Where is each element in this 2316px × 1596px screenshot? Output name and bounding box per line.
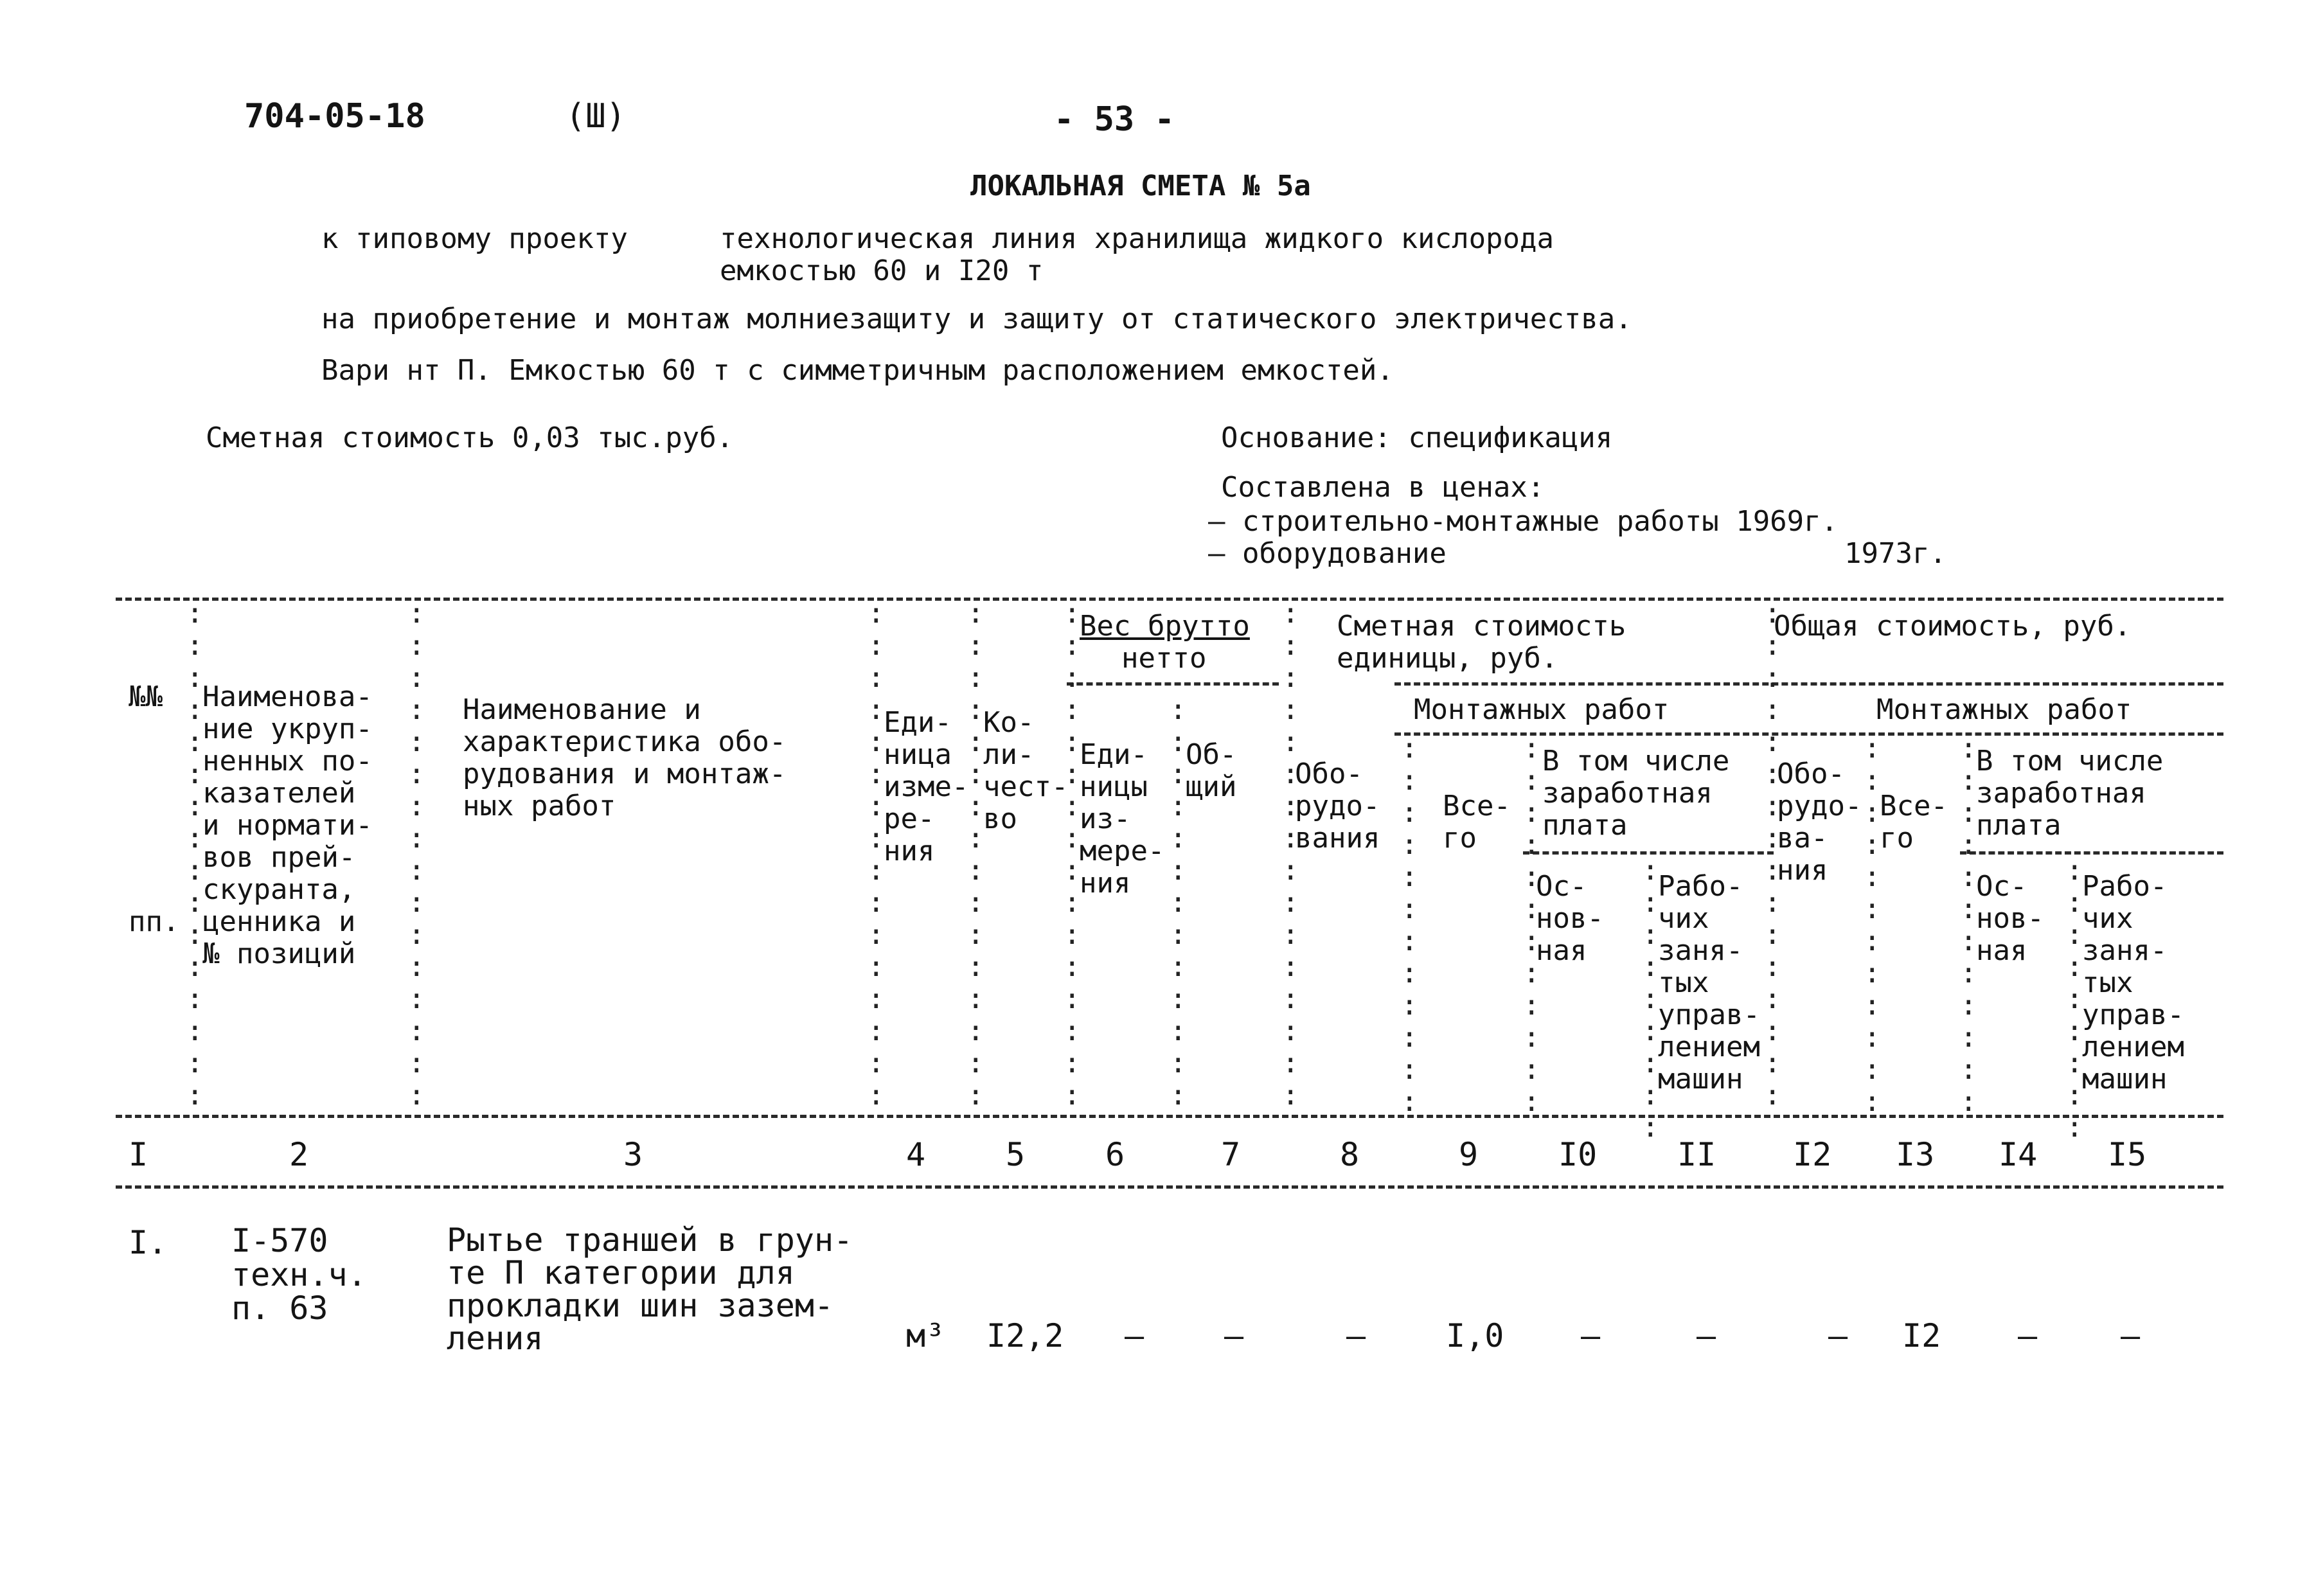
col-sep-11: : : : : : : : : : : : : : : : : (1764, 597, 1781, 1112)
col-sep-10: : : : : : : : : : (1642, 854, 1659, 1144)
row-unit-wage-machine: – (1697, 1317, 1716, 1354)
colnum-12: I2 (1793, 1136, 1832, 1173)
prices-title: Составлена в ценах: (1221, 471, 1545, 504)
prices-construction: – строительно-монтажные работы 1969г. (1208, 505, 1839, 538)
row-total-mont: I2 (1902, 1317, 1941, 1354)
project-name-line2: емкостью 60 и I20 т (720, 254, 1044, 287)
header-col-4: Еди- ница изме- ре- ния (884, 706, 969, 867)
project-label: к типовому проекту (321, 222, 628, 255)
header-col-5: Ко- ли- чест- во (983, 706, 1069, 835)
col-sep-6: : : : : : : : : : : : : : (1170, 693, 1187, 1112)
page-number: - 53 - (1054, 100, 1175, 139)
header-col-9: Все- го (1443, 790, 1511, 855)
header-mont-unit: Монтажных работ (1414, 693, 1670, 726)
colnum-3: 3 (623, 1136, 643, 1173)
col-sep-4: : : : : : : : : : : : : : : : : (967, 597, 984, 1112)
colnum-5: 5 (1006, 1136, 1026, 1173)
col-sep-1: : : : : : : : : : : : : : : : : (186, 597, 204, 1112)
row-number: I. (129, 1224, 168, 1261)
header-unit-cost: Сметная стоимость единицы, руб. (1337, 610, 1626, 675)
row-total-wage-basic: – (2018, 1317, 2038, 1354)
header-bottom-rule (116, 1115, 2223, 1118)
colnum-8: 8 (1340, 1136, 1360, 1173)
header-rule-incl-total (1960, 851, 2223, 855)
header-col-14: Ос- нов- ная (1976, 870, 2044, 967)
header-col-11: Рабо- чих заня- тых управ- лением машин (1658, 870, 1760, 1095)
header-incl-total: В том числе заработная плата (1976, 745, 2164, 842)
row-unit-wage-basic: – (1581, 1317, 1601, 1354)
document-code: 704-05-18 (244, 97, 425, 136)
row-unit-equipment: – (1346, 1317, 1366, 1354)
prices-equipment-year: 1973г. (1844, 537, 1946, 570)
col-sep-3: : : : : : : : : : : : : : : : : (868, 597, 885, 1112)
section-mark: (Ш) (566, 97, 626, 136)
colnum-13: I3 (1896, 1136, 1935, 1173)
row-unit-mont-total: I,0 (1446, 1317, 1504, 1354)
header-col-7: Об- щий (1186, 738, 1237, 803)
estimated-cost: Сметная стоимость 0,03 тыс.руб. (206, 421, 734, 454)
col-sep-9: : : : : : : : : : : : : (1523, 732, 1540, 1118)
header-incl-unit: В том числе заработная плата (1542, 745, 1730, 842)
row-weight-total: – (1224, 1317, 1244, 1354)
row-total-wage-machine: – (2121, 1317, 2141, 1354)
col-sep-5: : : : : : : : : : : : : : : : : (1064, 597, 1081, 1112)
col-sep-8: : : : : : : : : : : : : (1401, 732, 1418, 1118)
row-name: Рытье траншей в грун- те П категории для прокладки шин зазем- ления (447, 1221, 853, 1357)
header-col-2: Наименова- ние укруп- ненных по- казателей и нормати- вов прей- скуранта, ценника и № позиций (202, 680, 373, 970)
header-rule-mont-sub (1394, 732, 2223, 736)
colnum-9: 9 (1459, 1136, 1479, 1173)
header-weight-net: нетто (1121, 642, 1207, 675)
colnum-2: 2 (289, 1136, 309, 1173)
basis: Основание: спецификация (1221, 421, 1613, 454)
prices-equipment-label: – оборудование (1208, 537, 1447, 570)
colnum-1: I (129, 1136, 148, 1173)
header-col-1: №№ пп. (129, 680, 180, 938)
colnum-11: II (1677, 1136, 1716, 1173)
header-col-10: Ос- нов- ная (1536, 870, 1604, 967)
header-col-3: Наименование и характеристика обо- рудования и монтаж- ных работ (463, 693, 787, 822)
col-sep-14: : : : : : : : : : (2066, 854, 2083, 1144)
header-col-8: Обо- рудо- вания (1295, 758, 1380, 855)
numbers-bottom-rule (116, 1185, 2223, 1189)
col-sep-2: : : : : : : : : : : : : : : : : (408, 597, 425, 1112)
header-col-15: Рабо- чих заня- тых управ- лением машин (2082, 870, 2184, 1095)
colnum-10: I0 (1558, 1136, 1598, 1173)
header-col-6: Еди- ницы из- мере- ния (1080, 738, 1165, 900)
header-col-13: Все- го (1880, 790, 1948, 855)
colnum-15: I5 (2108, 1136, 2147, 1173)
estimate-heading: ЛОКАЛЬНАЯ СМЕТА № 5а (970, 170, 1311, 202)
header-weight-gross: Вес брутто (1080, 610, 1250, 643)
colnum-6: 6 (1105, 1136, 1125, 1173)
row-total-equipment: – (1828, 1317, 1848, 1354)
col-sep-7: : : : : : : : : : : : : : : : : (1282, 597, 1299, 1112)
col-sep-12: : : : : : : : : : : : : (1864, 732, 1881, 1118)
colnum-7: 7 (1221, 1136, 1241, 1173)
row-weight-unit: – (1125, 1317, 1145, 1354)
row-quantity: I2,2 (986, 1317, 1064, 1354)
header-rule-weight (1067, 682, 1279, 686)
colnum-14: I4 (1999, 1136, 2038, 1173)
header-col-12: Обо- рудо- ва- ния (1777, 758, 1862, 887)
header-rule-montazh (1394, 682, 2223, 686)
row-unit: м³ (906, 1317, 945, 1354)
header-mont-total: Монтажных работ (1876, 693, 2132, 726)
col-sep-13: : : : : : : : : : : : : (1960, 732, 1977, 1118)
table-top-rule (116, 598, 2223, 601)
row-code: I-570 техн.ч. п. 63 (231, 1222, 367, 1327)
estimate-purpose: на приобретение и монтаж молниезащиту и защиту от статического электричества. (321, 303, 1632, 335)
colnum-4: 4 (906, 1136, 926, 1173)
project-name-line1: технологическая линия хранилища жидкого кислорода (720, 222, 1554, 255)
header-total-cost: Общая стоимость, руб. (1774, 610, 2132, 643)
estimate-variant: Вари нт П. Емкостью 60 т с симметричным расположением емкостей. (321, 354, 1394, 387)
